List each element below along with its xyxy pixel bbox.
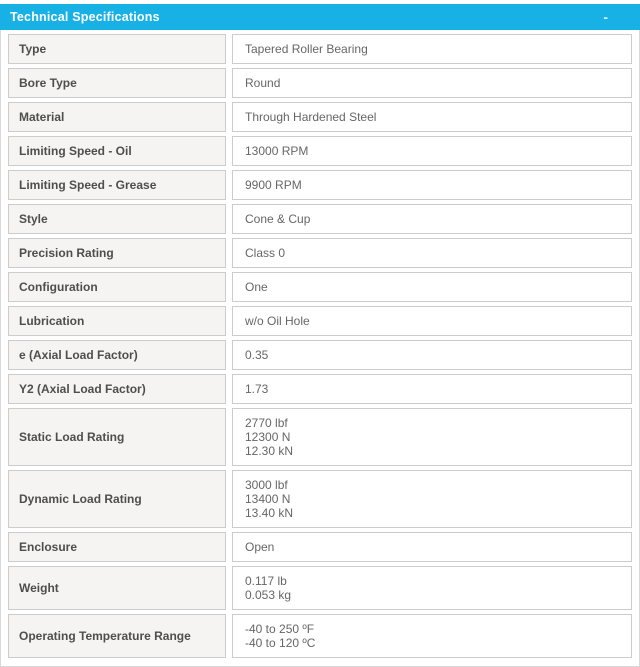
spec-value-line: 12300 N <box>245 430 291 444</box>
spec-value <box>232 340 632 370</box>
spec-label: Y2 (Axial Load Factor) <box>8 374 226 404</box>
spec-row <box>8 204 632 234</box>
spec-value-line: -40 to 250 ºF <box>245 622 315 636</box>
spec-value-line: 13.40 kN <box>245 506 294 520</box>
spec-value <box>232 374 632 404</box>
spec-value-line: Tapered Roller Bearing <box>245 42 368 56</box>
spec-row <box>8 566 632 610</box>
spec-row <box>8 340 632 370</box>
spec-value-line: Class 0 <box>245 246 286 260</box>
spec-label: Dynamic Load Rating <box>8 470 226 528</box>
spec-row <box>8 34 632 64</box>
spec-label: Configuration <box>8 272 226 302</box>
spec-label: Style <box>8 204 226 234</box>
specs-table <box>0 30 640 667</box>
spec-value <box>232 238 632 268</box>
spec-label: Bore Type <box>8 68 226 98</box>
spec-value <box>232 272 632 302</box>
spec-row <box>8 136 632 166</box>
spec-value-line: 2770 lbf <box>245 416 288 430</box>
collapse-minus-icon[interactable]: - <box>603 9 608 25</box>
spec-value <box>232 170 632 200</box>
spec-value <box>232 34 632 64</box>
spec-value-line: 13000 RPM <box>245 144 309 158</box>
spec-label: Material <box>8 102 226 132</box>
spec-label: Weight <box>8 566 226 610</box>
spec-row <box>8 170 632 200</box>
panel-title: Technical Specifications <box>10 10 160 24</box>
spec-row <box>8 68 632 98</box>
spec-label: Static Load Rating <box>8 408 226 466</box>
spec-row <box>8 102 632 132</box>
spec-value-line: One <box>245 280 268 294</box>
spec-value-line: Cone & Cup <box>245 212 311 226</box>
spec-value <box>232 614 632 658</box>
spec-label: Enclosure <box>8 532 226 562</box>
spec-value-line: 0.053 kg <box>245 588 292 602</box>
spec-value-line: 0.117 lb <box>245 574 287 588</box>
spec-value-line: 0.35 <box>245 348 269 362</box>
spec-label: e (Axial Load Factor) <box>8 340 226 370</box>
spec-row <box>8 408 632 466</box>
spec-value-line: Open <box>245 540 275 554</box>
spec-value <box>232 102 632 132</box>
spec-label: Lubrication <box>8 306 226 336</box>
spec-value-line: -40 to 120 ºC <box>245 636 316 650</box>
spec-row <box>8 238 632 268</box>
spec-value <box>232 566 632 610</box>
spec-value-line: w/o Oil Hole <box>245 314 310 328</box>
spec-label: Limiting Speed - Grease <box>8 170 226 200</box>
spec-label: Operating Temperature Range <box>8 614 226 658</box>
spec-value-line: 1.73 <box>245 382 269 396</box>
spec-row <box>8 532 632 562</box>
spec-value <box>232 68 632 98</box>
spec-value <box>232 532 632 562</box>
spec-row <box>8 272 632 302</box>
spec-label: Precision Rating <box>8 238 226 268</box>
spec-label: Limiting Speed - Oil <box>8 136 226 166</box>
spec-value-line: 9900 RPM <box>245 178 302 192</box>
spec-value <box>232 306 632 336</box>
technical-specifications-panel <box>0 4 640 667</box>
spec-value <box>232 470 632 528</box>
spec-value <box>232 408 632 466</box>
spec-value <box>232 136 632 166</box>
spec-label: Type <box>8 34 226 64</box>
spec-row <box>8 374 632 404</box>
spec-row <box>8 470 632 528</box>
spec-value-line: 3000 lbf <box>245 478 288 492</box>
spec-row <box>8 614 632 658</box>
spec-value <box>232 204 632 234</box>
spec-value-line: 12.30 kN <box>245 444 294 458</box>
spec-row <box>8 306 632 336</box>
spec-value-line: Through Hardened Steel <box>245 110 377 124</box>
spec-value-line: 13400 N <box>245 492 291 506</box>
spec-value-line: Round <box>245 76 281 90</box>
panel-header[interactable] <box>0 4 640 30</box>
